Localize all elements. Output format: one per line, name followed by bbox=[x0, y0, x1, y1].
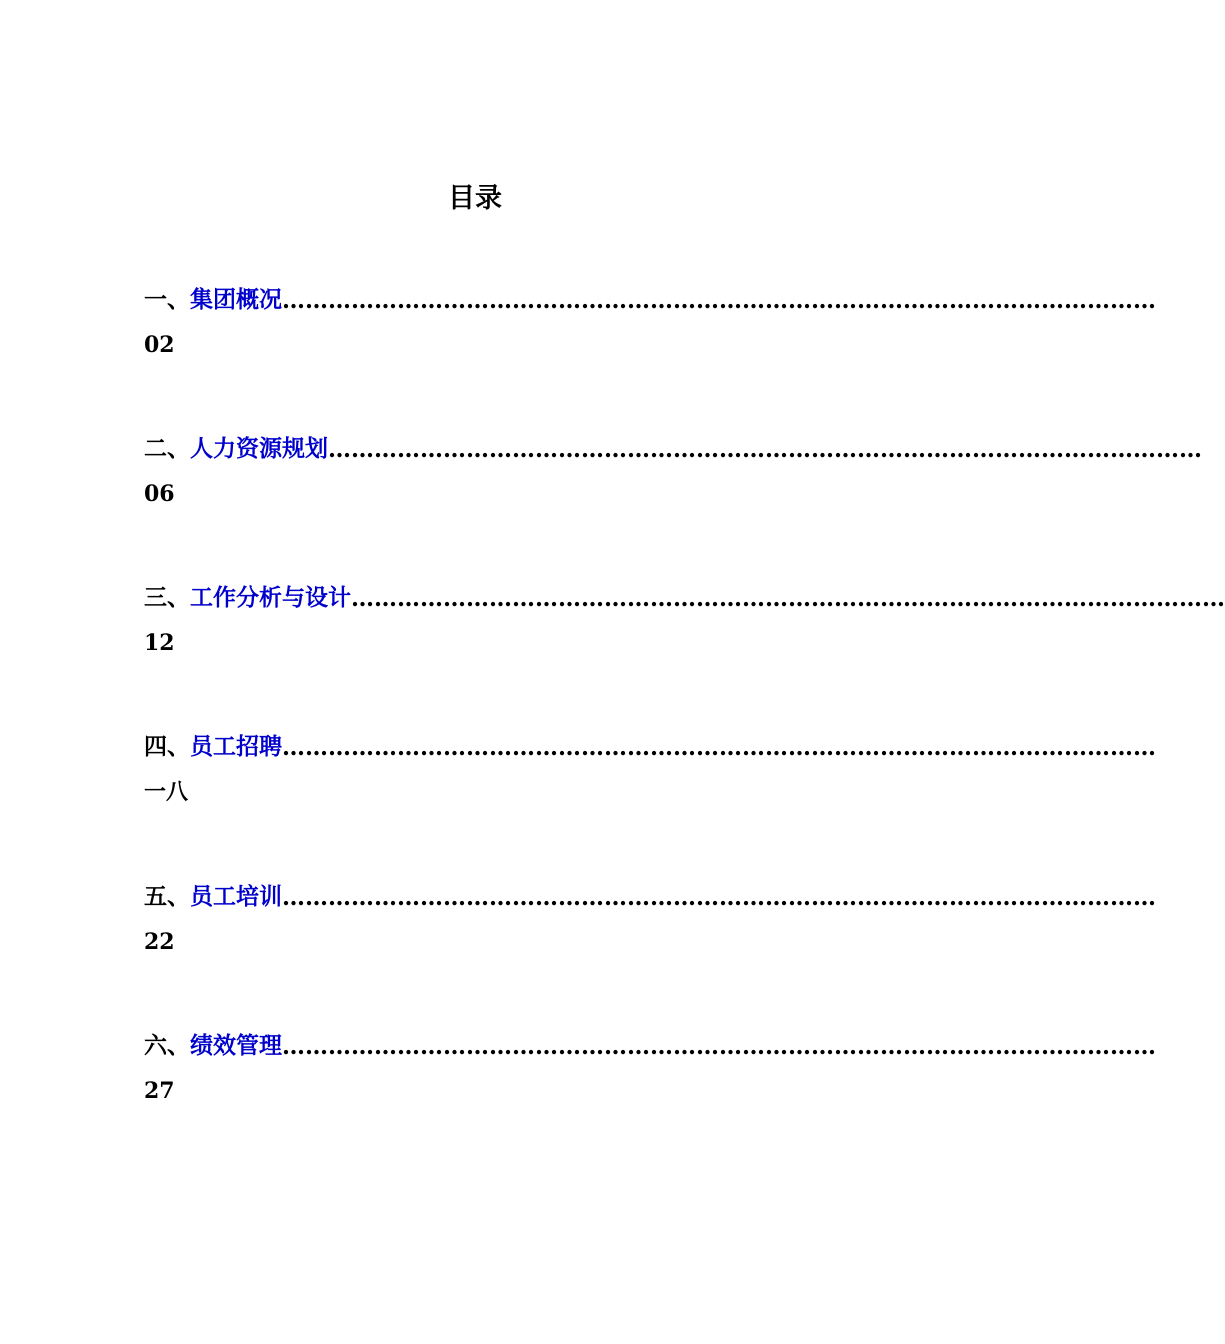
toc-entry-link[interactable]: 员工培训 bbox=[190, 883, 282, 910]
toc-entry-line[interactable] bbox=[144, 578, 1225, 612]
toc-entry-link[interactable]: 员工招聘 bbox=[190, 733, 282, 760]
toc-entry bbox=[144, 578, 1225, 658]
toc-entry-page-number: 27 bbox=[144, 1078, 175, 1104]
dot-leader: …………………………………………………………………………………………………… bbox=[328, 436, 1202, 463]
toc-entry bbox=[144, 877, 1156, 957]
toc-entry-page-number: 一八 bbox=[144, 779, 189, 805]
dot-leader: …………………………………………………………………………………………………… bbox=[282, 884, 1156, 911]
toc-entry-page-number: 22 bbox=[144, 929, 175, 955]
dot-leader: …………………………………………………………………………………………………… bbox=[282, 287, 1156, 314]
toc-entry-link[interactable]: 人力资源规划 bbox=[190, 435, 328, 462]
toc-entry-number: 二、 bbox=[144, 435, 190, 462]
toc-entry-number: 一、 bbox=[144, 286, 190, 313]
toc-entry-number: 四、 bbox=[144, 733, 190, 760]
toc-entry bbox=[144, 280, 1156, 360]
toc-entry-number: 五、 bbox=[144, 883, 190, 910]
dot-leader: …………………………………………………………………………………………………… bbox=[282, 1033, 1156, 1060]
toc-entry-number: 六、 bbox=[144, 1032, 190, 1059]
toc-entry-line[interactable] bbox=[144, 280, 1156, 314]
toc-entry bbox=[144, 727, 1156, 807]
toc-entry-link[interactable]: 集团概况 bbox=[190, 286, 282, 313]
page-title: 目录 bbox=[448, 183, 502, 214]
toc-entry-line[interactable] bbox=[144, 727, 1156, 761]
toc-entry-page-number: 02 bbox=[144, 332, 175, 358]
dot-leader: …………………………………………………………………………………………………… bbox=[351, 585, 1225, 612]
toc-entry-line[interactable] bbox=[144, 877, 1156, 911]
dot-leader: …………………………………………………………………………………………………… bbox=[282, 734, 1156, 761]
toc-entry-link[interactable]: 绩效管理 bbox=[190, 1032, 282, 1059]
toc-entry bbox=[144, 429, 1202, 509]
toc-entry-line[interactable] bbox=[144, 429, 1202, 463]
toc-entry-page-number: 12 bbox=[144, 630, 175, 656]
toc-entry-line[interactable] bbox=[144, 1026, 1156, 1060]
toc-entry-page-number: 06 bbox=[144, 481, 175, 507]
toc-entry-number: 三、 bbox=[144, 584, 190, 611]
toc-entry-link[interactable]: 工作分析与设计 bbox=[190, 584, 351, 611]
toc-entry bbox=[144, 1026, 1156, 1106]
